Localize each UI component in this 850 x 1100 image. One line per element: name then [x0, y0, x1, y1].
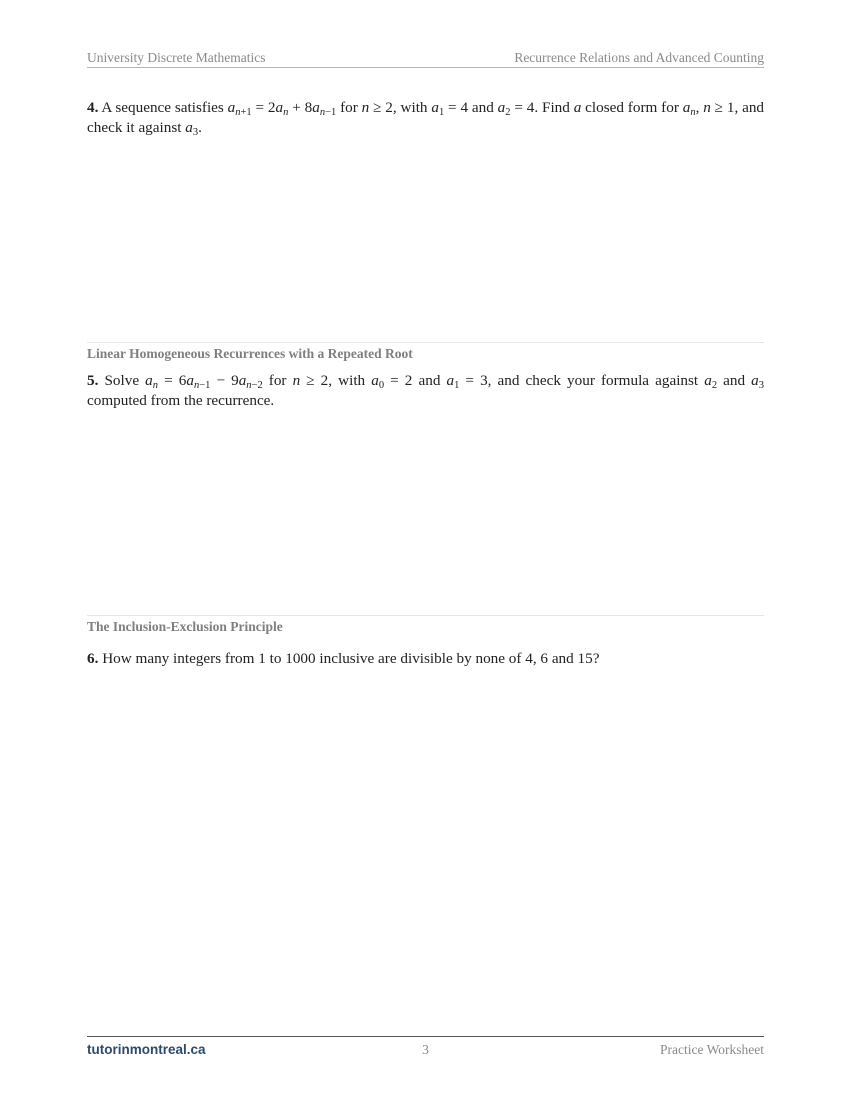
header-topic-title: Recurrence Relations and Advanced Counting [514, 50, 764, 65]
problem-text: A sequence satisfies $a_{n+1} = 2a_n + 8a_{n-1}$ for n ≥ 2, with $a_1 = 4$ and $a_2 = 4$. Find a closed form for $a_n$, n ≥ 1, and check it against $a_3$. [87, 99, 765, 138]
page-header [87, 50, 764, 66]
problem-number: 6. [87, 650, 99, 667]
footer-brand: tutorinmontreal.ca [87, 1042, 206, 1057]
problem-text: Solve $a_n = 6a_{n-1} - 9a_{n-2}$ for n ≥ 2, with $a_0 = 2$ and $a_1 = 3$, and check your formula against $a_2$ and $a_3$ computed from the recurrence. [87, 372, 764, 409]
page-footer [87, 1042, 764, 1058]
header-course-title: University Discrete Mathematics [87, 50, 266, 65]
problem-text: How many integers from 1 to 1000 inclusive are divisible by none of 4, 6 and 15? [102, 650, 600, 667]
footer-page-number: 3 [422, 1042, 429, 1057]
footer-rule [87, 1036, 764, 1037]
section-title-inclusion-exclusion: The Inclusion-Exclusion Principle [87, 619, 283, 634]
footer-label: Practice Worksheet [660, 1042, 764, 1057]
problem-6 [87, 649, 764, 669]
section-divider [87, 615, 764, 616]
problem-number: 5. [87, 372, 99, 389]
section-title-repeated-root: Linear Homogeneous Recurrences with a Repeated Root [87, 346, 413, 361]
problem-number: 4. [87, 99, 99, 116]
header-rule [87, 67, 764, 68]
section-divider [87, 342, 764, 343]
problem-4 [87, 98, 764, 138]
problem-5 [87, 371, 764, 411]
